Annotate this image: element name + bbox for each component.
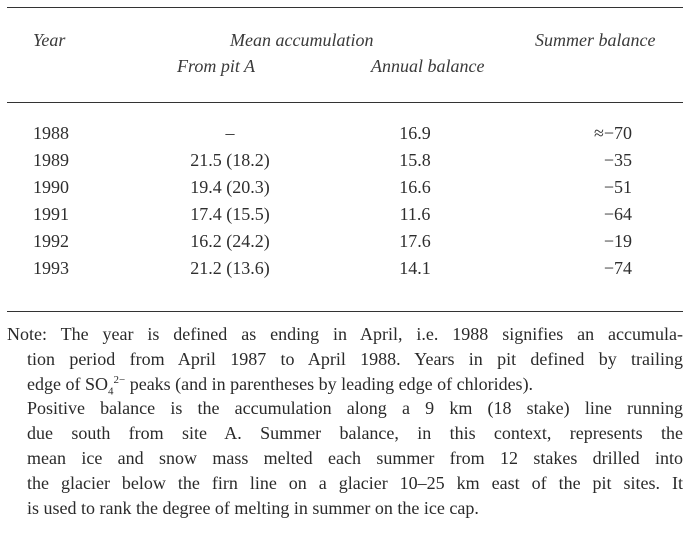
annual-cell: 16.6 [399, 177, 431, 197]
header-year: Year [33, 30, 66, 50]
summer-cell: −35 [603, 150, 632, 170]
summer-cell: −74 [603, 258, 632, 278]
note-line: Note: The year is defined as ending in April, i.e. 1988 signifies an accumula- [7, 324, 683, 344]
pit-cell: – [225, 123, 235, 143]
year-cell: 1992 [33, 231, 69, 251]
annual-cell: 11.6 [399, 204, 431, 224]
note-line [7, 372, 683, 397]
subscript: 4 [107, 385, 114, 398]
year-cell: 1993 [33, 258, 69, 278]
header-summer-balance: Summer balance [535, 30, 656, 50]
header-annual-balance: Annual balance [371, 56, 485, 76]
summer-cell: −19 [603, 231, 632, 251]
note-line: the glacier below the firn line on a glacier 10–25 km east of the pit sites. It [27, 472, 683, 493]
annual-cell: 14.1 [399, 258, 431, 278]
year-cell: 1990 [33, 177, 69, 197]
pit-cell: 21.5 (18.2) [190, 150, 270, 170]
note-line: is used to rank the degree of melting in summer on the ice cap. [27, 497, 479, 518]
annual-cell: 15.8 [399, 150, 431, 170]
header-from-pit: From pit A [177, 56, 256, 76]
note-text: edge of SO [27, 373, 108, 394]
header-mean-accumulation: Mean accumulation [230, 30, 374, 50]
superscript: 2− [113, 373, 126, 386]
summer-cell: −64 [603, 204, 632, 224]
note-line: tion period from April 1987 to April 1988. Years in pit defined by trailing [27, 348, 683, 369]
pit-cell: 19.4 (20.3) [190, 177, 270, 197]
note-line: Positive balance is the accumulation along a 9 km (18 stake) line running [27, 398, 683, 419]
summer-cell: −51 [603, 177, 632, 197]
header-rule [7, 102, 683, 103]
year-cell: 1989 [33, 150, 69, 170]
pit-cell: 17.4 (15.5) [190, 204, 270, 224]
table-note [7, 322, 683, 520]
pit-cell: 16.2 (24.2) [190, 231, 270, 251]
year-cell: 1991 [33, 204, 69, 224]
note-line: due south from site A. Summer balance, in this context, represents the [27, 423, 683, 444]
top-rule [7, 7, 683, 8]
note-line: mean ice and snow mass melted each summer from 12 stakes drilled into [27, 447, 683, 468]
annual-cell: 17.6 [399, 231, 431, 251]
note-text: peaks (and in parentheses by leading edge of chlorides). [125, 373, 534, 394]
summer-cell: ≈−70 [593, 123, 632, 143]
year-cell: 1988 [33, 123, 69, 143]
pit-cell: 21.2 (13.6) [190, 258, 270, 278]
bottom-rule [7, 311, 683, 312]
annual-cell: 16.9 [399, 123, 431, 143]
